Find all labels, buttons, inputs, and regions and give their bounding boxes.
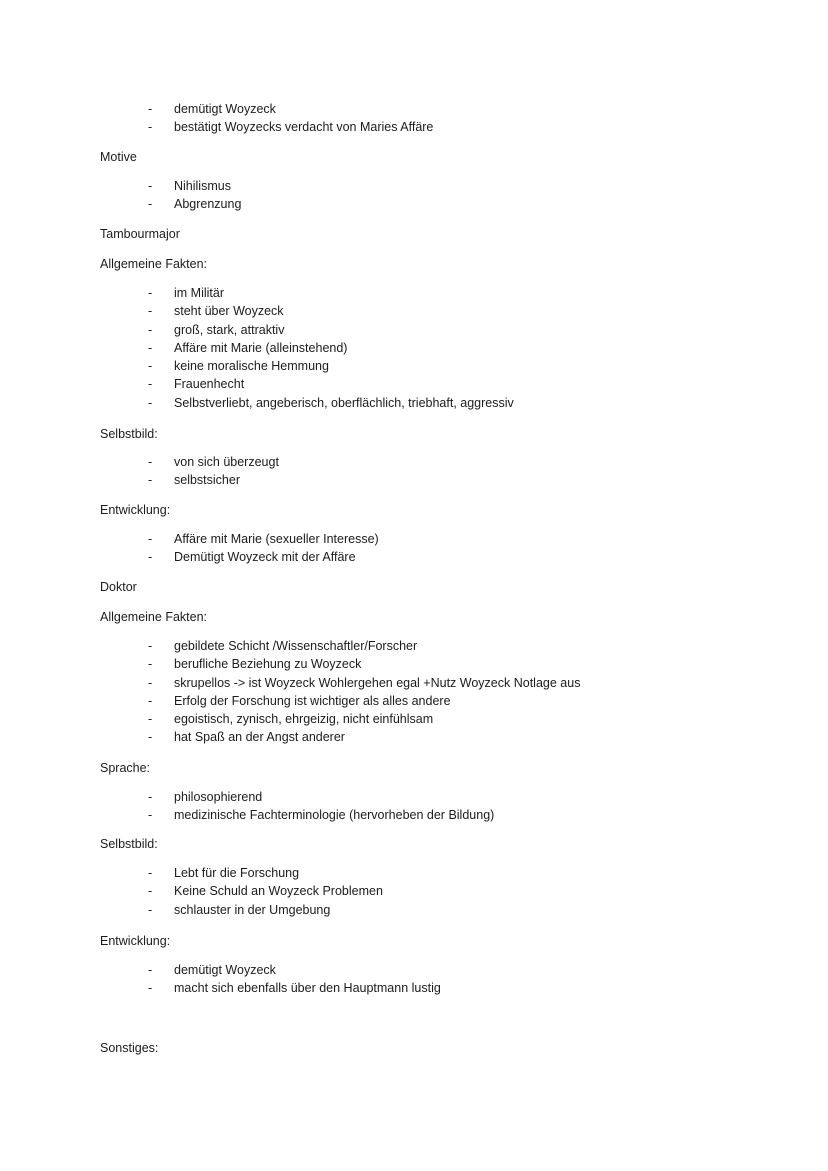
dash-bullet: - <box>148 322 153 337</box>
dash-bullet: - <box>148 712 153 727</box>
dash-bullet: - <box>148 395 153 410</box>
section-heading: Motive <box>100 150 137 164</box>
dash-bullet: - <box>148 675 153 690</box>
section-heading: Sprache: <box>100 761 151 775</box>
dash-bullet: - <box>148 884 153 899</box>
section-heading: Selbstbild: <box>100 837 158 851</box>
dash-bullet: - <box>148 730 153 745</box>
dash-bullet: - <box>148 377 153 392</box>
dash-bullet: - <box>148 340 153 355</box>
section-heading: Sonstiges: <box>100 1041 159 1055</box>
dash-bullet: - <box>148 304 153 319</box>
dash-bullet: - <box>148 981 153 996</box>
dash-bullet: - <box>148 963 153 977</box>
section-heading: Entwicklung: <box>100 503 171 517</box>
character-name: Tambourmajor <box>100 227 180 241</box>
dash-bullet: - <box>148 197 153 212</box>
section-heading: Allgemeine Fakten: <box>100 257 208 271</box>
character-name: Doktor <box>100 580 137 594</box>
section-heading: Allgemeine Fakten: <box>100 610 208 624</box>
dash-bullet: - <box>148 657 153 672</box>
dash-bullet: - <box>148 693 153 708</box>
section-heading: Selbstbild: <box>100 427 158 441</box>
dash-bullet: - <box>148 866 153 880</box>
dash-bullet: - <box>148 359 153 374</box>
dash-bullet: - <box>148 532 153 546</box>
dash-bullet: - <box>148 179 153 193</box>
document-page: - demütigt Woyzeck - bestätigt Woyzecks verdacht von Maries Affäre Motive - Nihilismus - Abgrenzung Tambourmajor Allgemeine Fakten: - im Militär - steht über Woyzeck - groß, stark, attraktiv - Affäre mit Marie (alleinstehend) - keine moralische Hemmung - Frauenhecht - Selbstverliebt, angeberisch, oberflächlich, triebhaft, aggressiv Selbstbild: - von sich überzeugt - selbstsicher Entwicklung: - Affäre mit Marie (sexueller Interesse) - Demütigt Woyzeck mit der Affäre Doktor Allgemeine Fakten: - gebildete Schicht /Wissenschaftler/Forscher - berufliche Beziehung zu Woyzeck - skrupellos -> ist Woyzeck Wohlergehen egal +Nutz Woyzeck Notlage aus - Erfolg der Forschung ist wichtiger als alles andere - egoistisch, zynisch, ehrgeizig, nicht einfühlsam - hat Spaß an der Angst anderer Sprache: - philosophierend - medizinische Fachterminologie (hervorheben der Bildung) Selbstbild: - Lebt für die Forschung - Keine Schuld an Woyzeck Problemen - schlauster in der Umgebung Entwicklung: - demütigt Woyzeck - macht sich ebenfalls über den Hauptmann lustig Sonstiges: <box>100 102 581 1055</box>
dash-bullet: - <box>148 902 153 917</box>
dash-bullet: - <box>148 102 153 116</box>
section-heading: Entwicklung: <box>100 934 171 948</box>
dash-bullet: - <box>148 639 153 653</box>
dash-bullet: - <box>148 790 153 804</box>
dash-bullet: - <box>148 455 153 469</box>
dash-bullet: - <box>148 808 153 823</box>
dash-bullet: - <box>148 120 153 135</box>
dash-bullet: - <box>148 286 153 300</box>
dash-bullet: - <box>148 550 153 565</box>
dash-bullet: - <box>148 473 153 488</box>
